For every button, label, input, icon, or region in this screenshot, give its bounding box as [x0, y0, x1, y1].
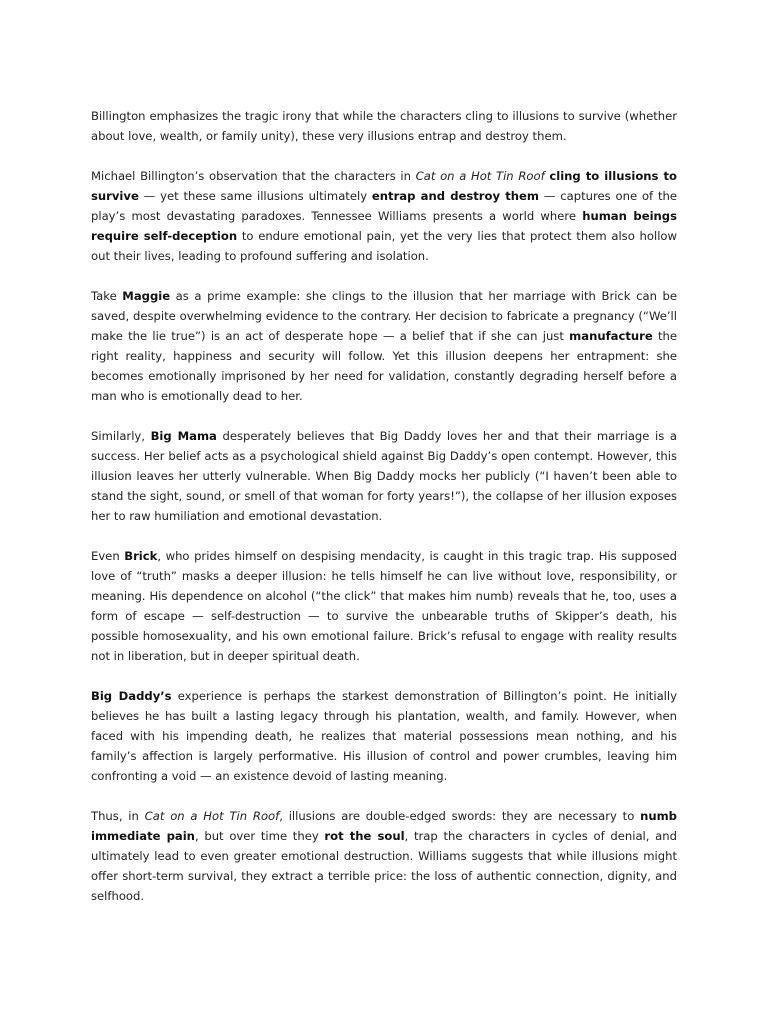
play-title: Cat on a Hot Tin Roof — [415, 169, 545, 184]
bold-phrase: cling to illusions to survive — [91, 169, 677, 204]
text-run: experience is perhaps the starkest demonstration of Billington’s point. He initially believes he has built a lasting legacy through his plantation, wealth, and family. However, when faced with his impending death, he realizes that material possessions mean nothing, and his family’s affection is largely performative. His illusion of control and power crumbles, leaving him confronting a void — an existence devoid of lasting meaning. — [91, 689, 677, 783]
character-name: Big Mama — [150, 429, 217, 444]
paragraph — [91, 547, 677, 666]
paragraph — [91, 287, 677, 406]
paragraph — [91, 687, 677, 787]
text-run: , but over time they — [194, 829, 325, 844]
text-run: the right reality, happiness and security will follow. Yet this illusion deepens her entrapment: she becomes emotionally imprisoned by her need for validation, constantly degrading herself before a man who is emotionally dead to her. — [91, 329, 677, 403]
paragraph — [91, 427, 677, 527]
text-run: Thus, in — [91, 809, 145, 824]
bold-phrase: entrap and destroy them — [371, 189, 539, 204]
character-name: Maggie — [122, 289, 171, 304]
text-run: desperately believes that Big Daddy loves her and that their marriage is a success. Her belief acts as a psychological shield against Big Daddy’s open contempt. However, this illusion leaves her utterly vulnerable. When Big Daddy mocks her publicly (“I haven’t been able to stand the sight, sound, or smell of that woman for forty years!”), the collapse of her illusion exposes her to raw humiliation and emotional devastation. — [91, 429, 677, 523]
document-page — [91, 107, 677, 927]
bold-phrase: numb immediate pain — [91, 809, 677, 844]
text-run: Even — [91, 549, 125, 564]
text-run: , who prides himself on despising mendacity, is caught in this tragic trap. His supposed love of “truth” masks a deeper illusion: he tells himself he can live without love, responsibility, or meaning. His dependence on alcohol (“the click” that makes him numb) reveals that he, too, uses a form of escape — self-destruction — to survive the unbearable truths of Skipper’s death, his possible homosexuality, and his own emotional failure. Brick’s refusal to engage with reality results not in liberation, but in deeper spiritual death. — [91, 549, 678, 663]
text-run: Take — [91, 289, 123, 304]
character-name: Brick — [124, 549, 158, 564]
bold-phrase: rot the soul — [324, 829, 405, 844]
text-run: to endure emotional pain, yet the very lies that protect them also hollow out their lives, leading to profound suffering and isolation. — [91, 229, 677, 263]
bold-phrase: manufacture — [569, 329, 653, 344]
text-run: as a prime example: she clings to the illusion that her marriage with Brick can be saved, despite overwhelming evidence to the contrary. Her decision to fabricate a pregnancy (“We’ll make the lie true”) is an act of desperate hope — a belief that if she can just — [91, 289, 678, 344]
play-title: Cat on a Hot Tin Roof — [144, 809, 280, 824]
bold-phrase: human beings require self-deception — [91, 209, 677, 244]
paragraph — [91, 107, 677, 147]
text-run: , trap the characters in cycles of denial, and ultimately lead to even greater emotional destruction. Williams suggests that while illusions might offer short-term survival, they extract a terrible price: the loss of authentic connection, dignity, and selfhood. — [91, 829, 677, 903]
text-run: , illusions are double-edged swords: they are necessary to — [279, 809, 641, 824]
text-run: — captures one of the play’s most devastating paradoxes. Tennessee Williams presents a world where — [91, 189, 678, 224]
text-run: Similarly, — [91, 429, 151, 444]
text-run: — yet these same illusions ultimately — [138, 189, 372, 204]
text-run: Billington emphasizes the tragic irony that while the characters cling to illusions to survive (whether about love, wealth, or family unity), these very illusions entrap and destroy them. — [91, 109, 677, 143]
character-name: Big Daddy’s — [91, 689, 172, 704]
text-run: Michael Billington’s observation that the characters in — [91, 169, 416, 184]
paragraph — [91, 807, 677, 907]
paragraph — [91, 167, 677, 267]
